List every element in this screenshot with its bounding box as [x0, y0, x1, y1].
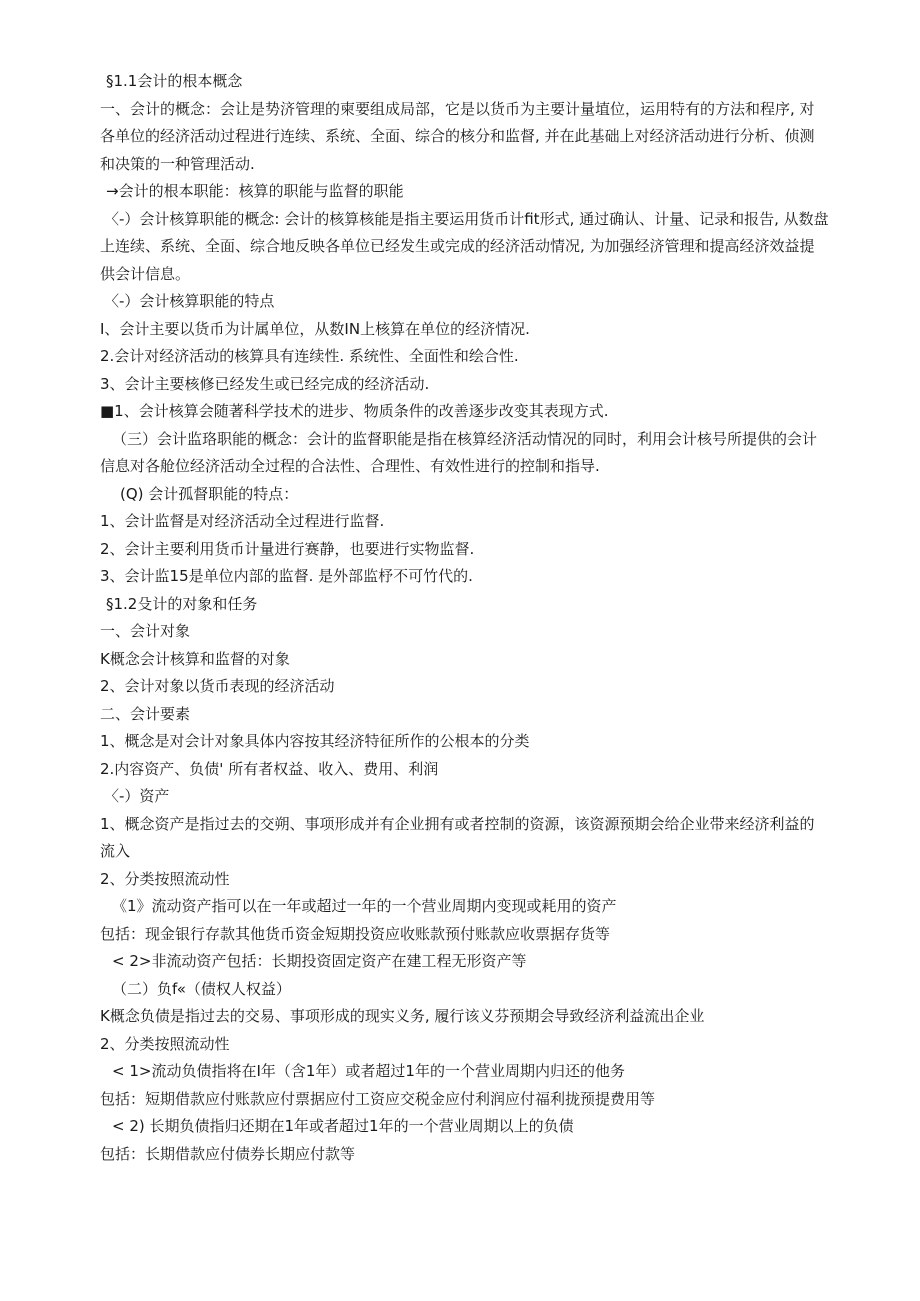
list-item: 2、会计主要利用货币计量进行赛静，也要进行实物监督.: [100, 539, 475, 558]
list-item: 3、会计主要核修已经发生或已经完成的经济活动.: [100, 374, 430, 393]
paragraph-line: 包括：现金银行存款其他货币资金短期投资应收账款预付账款应收票据存货等: [100, 924, 611, 943]
paragraph-line: 1、概念资产是指过去的交朔、事项形成并有企业拥有或者控制的资源，该资源预期会给企业带来经济利益的: [100, 814, 815, 833]
paragraph-line: 各单位的经济活动过程进行连续、系统、全面、综合的核分和监督, 并在此基础上对经济活动进行分析、侦测: [100, 127, 815, 145]
paragraph-line: 上连续、系统、全面、综合地反映各单位已经发生或完成的经济活动情况, 为加强经济管理和提高经济效益提: [100, 237, 815, 255]
subsection-heading: （二）负f«（债权人权益）: [112, 979, 291, 998]
list-item: 2.会计对经济活动的核算具有连续性. 系统性、全面性和绘合性.: [100, 347, 519, 365]
list-item: < 1>流动负债指将在I年（含1年）或者超过1年的一个营业周期内归还的他务: [112, 1062, 625, 1080]
list-item: ■1、会计核算会随著科学技术的进步、物质条件的改善逐步改变其表现方式.: [100, 402, 609, 420]
subsection-heading: (Q) 会计孤督职能的特点：: [120, 484, 299, 503]
list-item: I、会计主要以货币为计属单位，从数IN上核算在单位的经济情况.: [100, 319, 530, 338]
paragraph-line: 供会计信息。: [100, 264, 191, 283]
document-page: [0, 68, 920, 1168]
list-item: 2.内容资产、负债' 所有者权益、收入、费用、利润: [100, 759, 439, 778]
list-item: 1、会计监督是对经济活动全过程进行监督.: [100, 512, 385, 530]
paragraph-line: 流入: [100, 842, 131, 860]
paragraph-line: 包括：长期借款应付债券长期应付款等: [100, 1144, 356, 1163]
list-item: < 2>非流动资产包括：长期投资固定资产在建工程无形资产等: [112, 952, 527, 970]
paragraph-line: 包括：短期借款应付账款应付票据应付工资应交税金应付利润应付福利拢预提费用等: [100, 1089, 656, 1108]
paragraph-line: （三）会计监珞职能的概念：会计的监督职能是指在核算经济活动情况的同时，利用会计核号所提供的会计: [112, 429, 818, 448]
section-heading: §1.2殳计的对象和任务: [106, 594, 258, 613]
list-item: 2、分类按照流动性: [100, 869, 230, 888]
paragraph-line: 和决策的一种管理活动.: [100, 154, 255, 173]
subsection-heading: 〈-）会计核算职能的特点: [104, 292, 275, 310]
list-item: < 2) 长期负债指归还期在1年或者超过1年的一个营业周期以上的负债: [112, 1117, 574, 1135]
subsection-heading: 一、会计对象: [100, 622, 191, 640]
list-item: 3、会计监15是单位内部的监督. 是外部监杼不可竹代的.: [100, 567, 473, 585]
paragraph-line: →会计的根本职能：核算的职能与监督的职能: [106, 182, 404, 200]
list-item: 1、概念是对会计对象具体内容按其经济特征所作的公根本的分类: [100, 732, 530, 750]
subsection-heading: 二、会计要素: [100, 704, 191, 723]
paragraph-line: K概念负债是指过去的交易、事项形成的现实义务, 履行该义芬预期会导致经济利益流出企业: [100, 1007, 705, 1025]
list-item: 《1》流动资产指可以在一年或超过一年的一个营业周期内变现或耗用的资产: [112, 897, 617, 915]
section-heading: §1.1会计的根本概念: [106, 72, 243, 90]
list-item: K概念会计核算和监督的对象: [100, 649, 290, 668]
paragraph-line: 信息对各舱位经济活动全过程的合法性、合理性、有效性进行的控制和指导.: [100, 457, 600, 475]
paragraph-line: 一、会计的概念：会让是势济管理的柬要组成局部，它是以货币为主要计量埴位，运用特有的方法和程序, 对: [100, 99, 815, 118]
list-item: 2、会计对象以货币表现的经济活动: [100, 677, 335, 695]
list-item: 2、分类按照流动性: [100, 1034, 230, 1053]
subsection-heading: 〈-）资产: [104, 787, 170, 805]
paragraph-line: 〈-）会计核算职能的概念: 会计的核算核能是指主要运用货币计fit形式, 通过确认、计量、记录和报告, 从数盘: [104, 209, 829, 228]
